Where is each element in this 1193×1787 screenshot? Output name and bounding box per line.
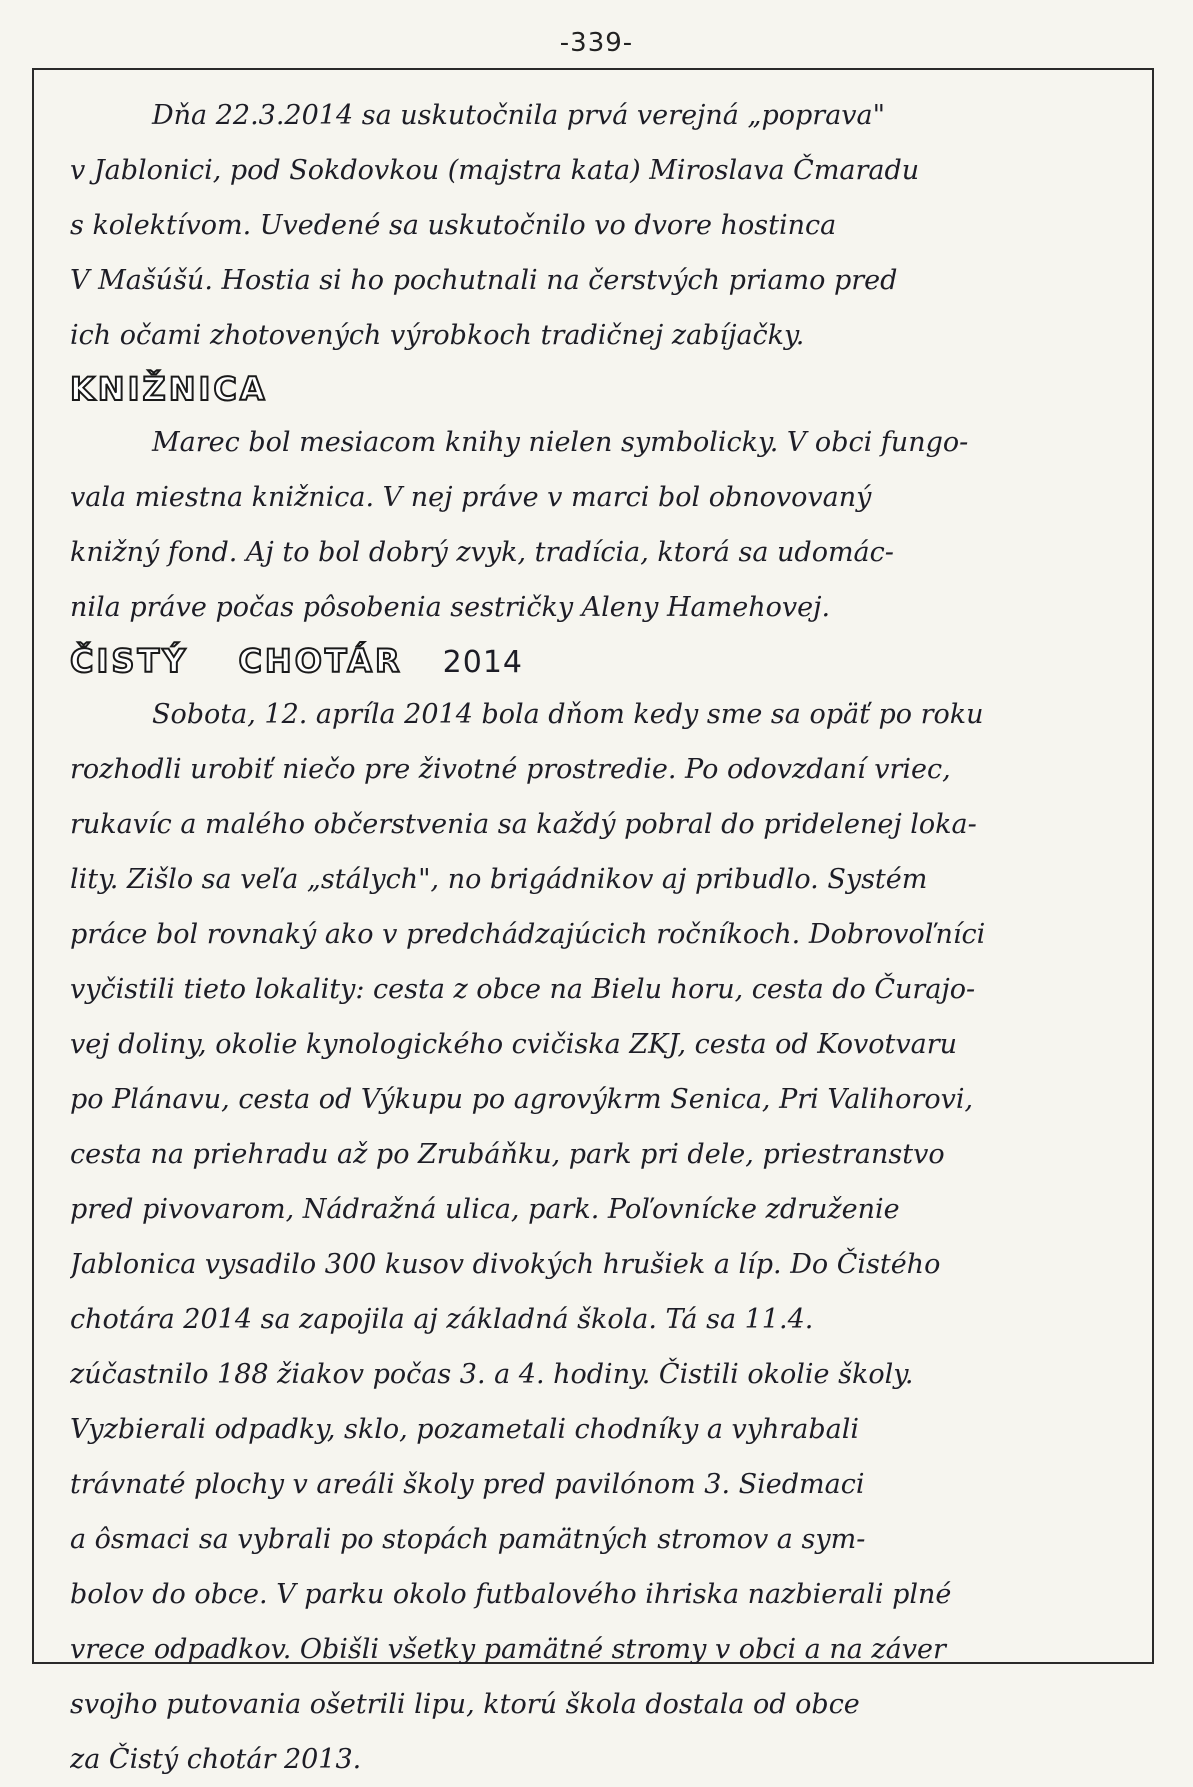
text-line: lity. Zišlo sa veľa „stálych", no brigádnikov aj pribudlo. Systém [70, 864, 928, 895]
text-line: v Jablonici, pod Sokdovkou (majstra kata) Miroslava Čmaradu [70, 155, 920, 186]
text-line: Vyzbierali odpadky, sklo, pozametali chodníky a vyhrabali [70, 1414, 860, 1445]
heading-word-cisty: ČISTÝ [70, 642, 189, 680]
text-line: vyčistili tieto lokality: cesta z obce na Bielu horu, cesta do Čurajo- [70, 974, 976, 1005]
text-line: rozhodli urobiť niečo pre životné prostredie. Po odovzdaní vriec, [70, 754, 951, 785]
text-line: s kolektívom. Uvedené sa uskutočnilo vo dvore hostinca [70, 210, 837, 241]
text-line: chotára 2014 sa zapojila aj základná škola. Tá sa 11.4. [70, 1304, 814, 1335]
text-line: vrece odpadkov. Obišli všetky pamätné stromy v obci a na záver [70, 1634, 946, 1665]
text-line: pred pivovarom, Nádražná ulica, park. Poľovnícke združenie [70, 1194, 900, 1225]
text-line: bolov do obce. V parku okolo futbalového ihriska nazbierali plné [70, 1579, 952, 1610]
text-line: Marec bol mesiacom knihy nielen symbolicky. V obci fungo- [152, 427, 969, 458]
section-heading-kniznica: KNIŽNICA [70, 370, 268, 408]
text-line: cesta na priehradu až po Zrubáňku, park pri dele, priestranstvo [70, 1139, 945, 1170]
heading-word-chotar: CHOTÁR [238, 642, 403, 680]
text-line: rukavíc a malého občerstvenia sa každý pobral do pridelenej loka- [70, 809, 977, 840]
text-line: svojho putovania ošetrili lipu, ktorú škola dostala od obce [70, 1689, 860, 1720]
section-cisty-chotar [70, 635, 1112, 1787]
text-line: trávnaté plochy v areáli školy pred pavilónom 3. Siedmaci [70, 1469, 865, 1500]
text-line: zúčastnilo 188 žiakov počas 3. a 4. hodiny. Čistili okolie školy. [70, 1359, 914, 1390]
page-frame [32, 68, 1154, 1775]
text-line: knižný fond. Aj to bol dobrý zvyk, tradícia, ktorá sa udomác- [70, 537, 894, 568]
text-line: nila práve počas pôsobenia sestričky Aleny Hamehovej. [70, 592, 831, 623]
text-line: ich očami zhotovených výrobkoch tradičnej zabíjačky. [70, 320, 805, 351]
text-line: Dňa 22.3.2014 sa uskutočnila prvá verejná „poprava" [152, 100, 886, 131]
text-line: za Čistý chotár 2013. [70, 1744, 362, 1775]
section-kniznica [70, 363, 1112, 635]
text-line: Jablonica vysadilo 300 kusov divokých hrušiek a líp. Do Čistého [70, 1249, 941, 1280]
text-line: Sobota, 12. apríla 2014 bola dňom kedy sme sa opäť po roku [152, 699, 984, 730]
text-line: V Mašúšú. Hostia si ho pochutnali na čerstvých priamo pred [70, 265, 898, 296]
text-line: práce bol rovnaký ako v predchádzajúcich ročníkoch. Dobrovoľníci [70, 919, 986, 950]
text-line: vala miestna knižnica. V nej práve v marci bol obnovovaný [70, 482, 872, 513]
section-poprava [70, 88, 1112, 363]
heading-year: 2014 [442, 645, 524, 680]
page-number: -339- [559, 28, 634, 58]
text-line: po Plánavu, cesta od Výkupu po agrovýkrm Senica, Pri Valihorovi, [70, 1084, 974, 1115]
text-line: vej doliny, okolie kynologického cvičiska ZKJ, cesta od Kovotvaru [70, 1029, 957, 1060]
text-line: a ôsmaci sa vybrali po stopách pamätných stromov a sym- [70, 1524, 866, 1555]
section-heading-cisty-chotar [70, 635, 1112, 687]
